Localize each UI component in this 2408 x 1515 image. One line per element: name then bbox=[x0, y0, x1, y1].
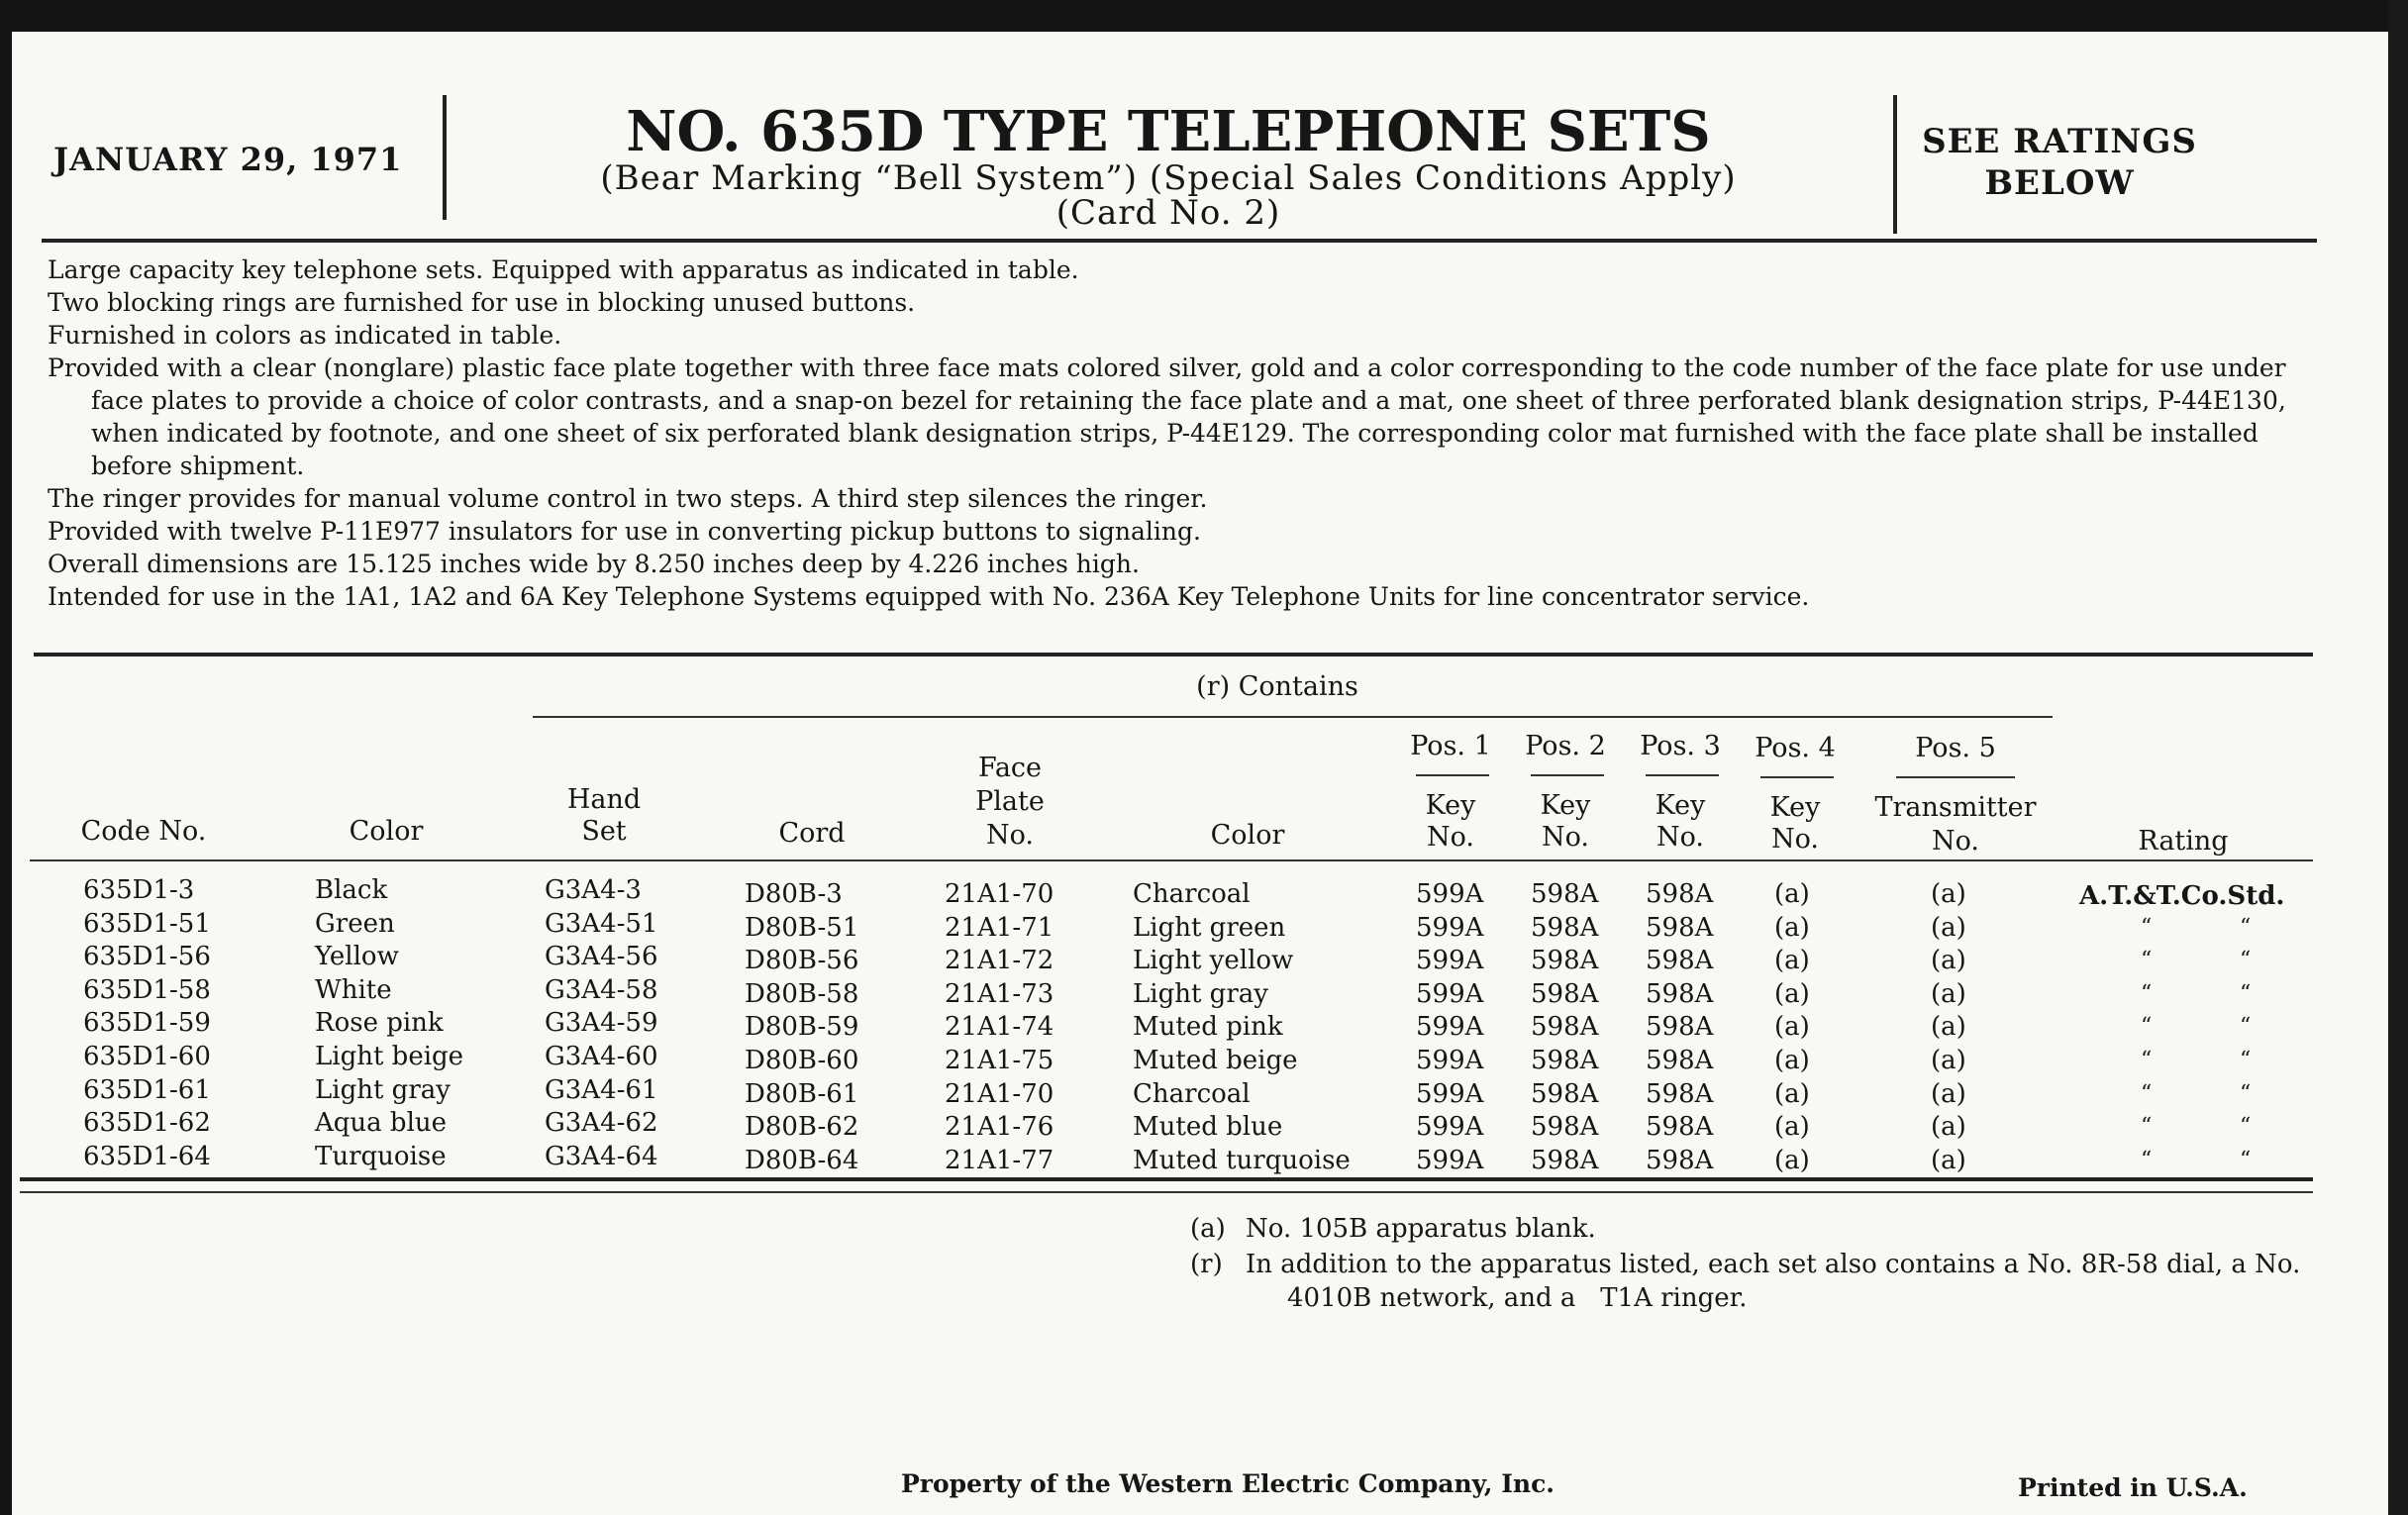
handset-cell: G3A4-3 bbox=[545, 875, 642, 905]
handset-cell: G3A4-64 bbox=[545, 1142, 658, 1171]
header-handset-2: Set bbox=[581, 816, 627, 847]
contains-rule bbox=[533, 716, 2053, 718]
pos3-cell: 598A bbox=[1646, 1012, 1714, 1042]
handset-cell: G3A4-62 bbox=[545, 1108, 658, 1138]
pos5-cell: (a) bbox=[1931, 1146, 1966, 1175]
cord-cell: D80B-61 bbox=[745, 1079, 859, 1109]
ratings-note-line1: SEE RATINGS bbox=[1922, 122, 2197, 161]
pos3-cell: 598A bbox=[1646, 1079, 1714, 1109]
description-line: Furnished in colors as indicated in table. bbox=[48, 321, 562, 350]
rating-ditto-mark: “ bbox=[2141, 948, 2153, 972]
footer-property: Property of the Western Electric Company, Inc. bbox=[901, 1469, 1555, 1498]
rating-ditto-mark: “ bbox=[2240, 915, 2252, 940]
code-cell: 635D1-59 bbox=[83, 1008, 211, 1038]
pos5-cell: (a) bbox=[1931, 1012, 1966, 1042]
pos1-cell: 599A bbox=[1416, 1012, 1484, 1042]
header-pos3-no: No. bbox=[1656, 822, 1704, 853]
pos2-cell: 598A bbox=[1531, 1112, 1599, 1142]
rating-ditto-mark: “ bbox=[2240, 1114, 2252, 1139]
rating-ditto-mark: “ bbox=[2141, 915, 2153, 940]
pos5-cell: (a) bbox=[1931, 1046, 1966, 1075]
cord-cell: D80B-51 bbox=[745, 913, 859, 943]
pos4-rule bbox=[1760, 776, 1834, 778]
pos1-cell: 599A bbox=[1416, 1079, 1484, 1109]
header-pos3: Pos. 3 bbox=[1640, 731, 1721, 761]
rating-ditto-mark: “ bbox=[2141, 1048, 2153, 1072]
pos1-cell: 599A bbox=[1416, 1112, 1484, 1142]
header-cord: Cord bbox=[778, 818, 846, 849]
rating-ditto-mark: “ bbox=[2141, 1148, 2153, 1172]
header-pos1: Pos. 1 bbox=[1410, 731, 1491, 761]
code-cell: 635D1-3 bbox=[83, 875, 195, 905]
code-cell: 635D1-60 bbox=[83, 1042, 211, 1071]
rating-ditto-mark: “ bbox=[2141, 1114, 2153, 1139]
plate-color-cell: Muted turquoise bbox=[1133, 1146, 1351, 1175]
cord-cell: D80B-56 bbox=[745, 946, 859, 975]
page-title: NO. 635D TYPE TELEPHONE SETS bbox=[626, 99, 1711, 164]
face-plate-cell: 21A1-74 bbox=[945, 1012, 1054, 1042]
description-line: Intended for use in the 1A1, 1A2 and 6A Key Telephone Systems equipped with No. 236A Key Telephone Units for line concentrator service. bbox=[48, 582, 1810, 611]
code-cell: 635D1-51 bbox=[83, 909, 211, 939]
rating-ditto-mark: “ bbox=[2141, 1081, 2153, 1106]
pos1-cell: 599A bbox=[1416, 1046, 1484, 1075]
pos4-cell: (a) bbox=[1774, 1046, 1810, 1075]
color-cell: Yellow bbox=[315, 942, 399, 971]
face-plate-cell: 21A1-71 bbox=[945, 913, 1054, 943]
page-subtitle: (Bear Marking “Bell System”) (Special Sales Conditions Apply) bbox=[600, 158, 1737, 198]
header-pos2-key: Key bbox=[1540, 790, 1591, 821]
pos1-cell: 599A bbox=[1416, 946, 1484, 975]
color-cell: Turquoise bbox=[315, 1142, 447, 1171]
header-pos4: Pos. 4 bbox=[1755, 733, 1836, 763]
face-plate-cell: 21A1-75 bbox=[945, 1046, 1054, 1075]
pos5-cell: (a) bbox=[1931, 946, 1966, 975]
code-cell: 635D1-56 bbox=[83, 942, 211, 971]
header-color: Color bbox=[349, 816, 424, 847]
pos5-cell: (a) bbox=[1931, 1079, 1966, 1109]
description-line: Overall dimensions are 15.125 inches wide by 8.250 inches deep by 4.226 inches high. bbox=[48, 550, 1140, 578]
plate-color-cell: Charcoal bbox=[1133, 1079, 1251, 1109]
header-rating: Rating bbox=[2138, 826, 2229, 857]
scan-edge bbox=[2388, 0, 2408, 1515]
rating-ditto-mark: “ bbox=[2141, 981, 2153, 1006]
pos2-cell: 598A bbox=[1531, 913, 1599, 943]
pos3-cell: 598A bbox=[1646, 946, 1714, 975]
handset-cell: G3A4-59 bbox=[545, 1008, 658, 1038]
description-line: Large capacity key telephone sets. Equipped with apparatus as indicated in table. bbox=[48, 255, 1079, 284]
pos5-cell: (a) bbox=[1931, 979, 1966, 1009]
header-pos1-key: Key bbox=[1425, 790, 1476, 821]
pos4-cell: (a) bbox=[1774, 1112, 1810, 1142]
table-bottom-rule-1 bbox=[20, 1177, 2313, 1181]
footnote-r-mark: (r) bbox=[1190, 1250, 1223, 1279]
color-cell: Light beige bbox=[315, 1042, 464, 1071]
plate-color-cell: Muted pink bbox=[1133, 1012, 1283, 1042]
color-cell: White bbox=[315, 975, 392, 1005]
table-top-rule bbox=[34, 653, 2313, 656]
ratings-note bbox=[1911, 121, 2208, 204]
code-cell: 635D1-61 bbox=[83, 1075, 211, 1105]
pos2-cell: 598A bbox=[1531, 1146, 1599, 1175]
header-rule bbox=[42, 239, 2317, 243]
face-plate-cell: 21A1-76 bbox=[945, 1112, 1054, 1142]
plate-color-cell: Light green bbox=[1133, 913, 1286, 943]
rating-ditto-mark: “ bbox=[2240, 1081, 2252, 1106]
pos2-cell: 598A bbox=[1531, 1046, 1599, 1075]
pos2-cell: 598A bbox=[1531, 1012, 1599, 1042]
header-pos5-transmitter: Transmitter bbox=[1874, 792, 2037, 823]
pos2-cell: 598A bbox=[1531, 879, 1599, 909]
description-line: Provided with twelve P-11E977 insulators for use in converting pickup buttons to signaling. bbox=[48, 517, 1201, 546]
color-cell: Rose pink bbox=[315, 1008, 444, 1038]
handset-cell: G3A4-58 bbox=[545, 975, 658, 1005]
cord-cell: D80B-58 bbox=[745, 979, 859, 1009]
header-handset-1: Hand bbox=[566, 784, 642, 815]
color-cell: Light gray bbox=[315, 1075, 451, 1105]
header-code: Code No. bbox=[80, 816, 207, 847]
pos5-cell: (a) bbox=[1931, 913, 1966, 943]
pos3-rule bbox=[1646, 774, 1719, 776]
pos1-cell: 599A bbox=[1416, 913, 1484, 943]
footnote-a-mark: (a) bbox=[1190, 1214, 1226, 1244]
rating-ditto-mark: “ bbox=[2240, 948, 2252, 972]
handset-cell: G3A4-51 bbox=[545, 909, 658, 939]
contains-label: (r) Contains bbox=[1196, 671, 1358, 702]
face-plate-cell: 21A1-73 bbox=[945, 979, 1054, 1009]
pos5-rule bbox=[1896, 776, 2015, 778]
header-pos2: Pos. 2 bbox=[1525, 731, 1606, 761]
face-plate-cell: 21A1-70 bbox=[945, 1079, 1054, 1109]
pos2-cell: 598A bbox=[1531, 1079, 1599, 1109]
header-pos5-no: No. bbox=[1932, 826, 1979, 857]
pos4-cell: (a) bbox=[1774, 1012, 1810, 1042]
pos3-cell: 598A bbox=[1646, 1046, 1714, 1075]
header-face-3: No. bbox=[986, 820, 1034, 851]
ratings-note-line2: BELOW bbox=[1984, 163, 2135, 203]
footer-printed: Printed in U.S.A. bbox=[2018, 1473, 2248, 1502]
code-cell: 635D1-62 bbox=[83, 1108, 211, 1138]
handset-cell: G3A4-60 bbox=[545, 1042, 658, 1071]
footnote-r-text-2: 4010B network, and a T1A ringer. bbox=[1287, 1283, 1748, 1313]
pos1-cell: 599A bbox=[1416, 1146, 1484, 1175]
plate-color-cell: Light yellow bbox=[1133, 946, 1294, 975]
rating-ditto-mark: “ bbox=[2240, 981, 2252, 1006]
header-pos1-no: No. bbox=[1427, 822, 1474, 853]
handset-cell: G3A4-61 bbox=[545, 1075, 658, 1105]
header-pos2-no: No. bbox=[1542, 822, 1589, 853]
code-cell: 635D1-58 bbox=[83, 975, 211, 1005]
pos2-cell: 598A bbox=[1531, 979, 1599, 1009]
pos4-cell: (a) bbox=[1774, 879, 1810, 909]
code-cell: 635D1-64 bbox=[83, 1142, 211, 1171]
rating-ditto-mark: “ bbox=[2240, 1148, 2252, 1172]
pos3-cell: 598A bbox=[1646, 1146, 1714, 1175]
pos1-cell: 599A bbox=[1416, 979, 1484, 1009]
header-pos4-key: Key bbox=[1769, 792, 1821, 823]
plate-color-cell: Charcoal bbox=[1133, 879, 1251, 909]
cord-cell: D80B-3 bbox=[745, 879, 843, 909]
footnote-r-text-1: In addition to the apparatus listed, each set also contains a No. 8R-58 dial, a No. bbox=[1246, 1250, 2301, 1279]
rating-cell: A.T.&T.Co.Std. bbox=[2079, 881, 2285, 911]
pos4-cell: (a) bbox=[1774, 946, 1810, 975]
color-cell: Green bbox=[315, 909, 395, 939]
pos3-cell: 598A bbox=[1646, 913, 1714, 943]
cord-cell: D80B-60 bbox=[745, 1046, 859, 1075]
pos4-cell: (a) bbox=[1774, 1146, 1810, 1175]
card-number: (Card No. 2) bbox=[1055, 193, 1281, 233]
plate-color-cell: Muted blue bbox=[1133, 1112, 1283, 1142]
header-pos3-key: Key bbox=[1655, 790, 1706, 821]
pos4-cell: (a) bbox=[1774, 1079, 1810, 1109]
pos1-rule bbox=[1416, 774, 1489, 776]
header-plate-color: Color bbox=[1210, 820, 1285, 851]
plate-color-cell: Muted beige bbox=[1133, 1046, 1298, 1075]
plate-color-cell: Light gray bbox=[1133, 979, 1268, 1009]
pos4-cell: (a) bbox=[1774, 979, 1810, 1009]
pos3-cell: 598A bbox=[1646, 1112, 1714, 1142]
face-plate-cell: 21A1-77 bbox=[945, 1146, 1054, 1175]
header-face-1: Face bbox=[977, 753, 1043, 783]
pos3-cell: 598A bbox=[1646, 879, 1714, 909]
pos4-cell: (a) bbox=[1774, 913, 1810, 943]
header-divider-right bbox=[1893, 95, 1897, 234]
footnote-a-text: No. 105B apparatus blank. bbox=[1246, 1214, 1596, 1244]
face-plate-cell: 21A1-70 bbox=[945, 879, 1054, 909]
description-line: The ringer provides for manual volume control in two steps. A third step silences the ringer. bbox=[48, 484, 1208, 513]
cord-cell: D80B-64 bbox=[745, 1146, 859, 1175]
header-face-2: Plate bbox=[975, 786, 1045, 817]
table-bottom-rule-2 bbox=[20, 1191, 2313, 1193]
pos3-cell: 598A bbox=[1646, 979, 1714, 1009]
pos2-cell: 598A bbox=[1531, 946, 1599, 975]
color-cell: Black bbox=[315, 875, 388, 905]
pos5-cell: (a) bbox=[1931, 1112, 1966, 1142]
issue-date: JANUARY 29, 1971 bbox=[53, 141, 403, 178]
rating-ditto-mark: “ bbox=[2141, 1014, 2153, 1039]
header-pos5: Pos. 5 bbox=[1915, 733, 1996, 763]
description-line: Two blocking rings are furnished for use in blocking unused buttons. bbox=[48, 288, 916, 317]
pos1-cell: 599A bbox=[1416, 879, 1484, 909]
handset-cell: G3A4-56 bbox=[545, 942, 658, 971]
cord-cell: D80B-62 bbox=[745, 1112, 859, 1142]
header-pos4-no: No. bbox=[1771, 824, 1819, 855]
description bbox=[48, 253, 2295, 613]
pos2-rule bbox=[1531, 774, 1604, 776]
description-line: Provided with a clear (nonglare) plastic face plate together with three face mats colored silver, gold and a color corresponding to the code number of the face plate for use under face plates to provide a choice of color contrasts, and a snap-on bezel for retaining the face plate and a mat, one sheet of three perforated blank designation strips, P-44E130, when indicated by footnote, and one sheet of six perforated blank designation strips, P-44E129. The corresponding color mat furnished with the face plate shall be installed before shipment. bbox=[48, 354, 2286, 480]
pos5-cell: (a) bbox=[1931, 879, 1966, 909]
face-plate-cell: 21A1-72 bbox=[945, 946, 1054, 975]
color-cell: Aqua blue bbox=[315, 1108, 448, 1138]
header-bottom-rule bbox=[30, 859, 2313, 861]
rating-ditto-mark: “ bbox=[2240, 1048, 2252, 1072]
rating-ditto-mark: “ bbox=[2240, 1014, 2252, 1039]
cord-cell: D80B-59 bbox=[745, 1012, 859, 1042]
